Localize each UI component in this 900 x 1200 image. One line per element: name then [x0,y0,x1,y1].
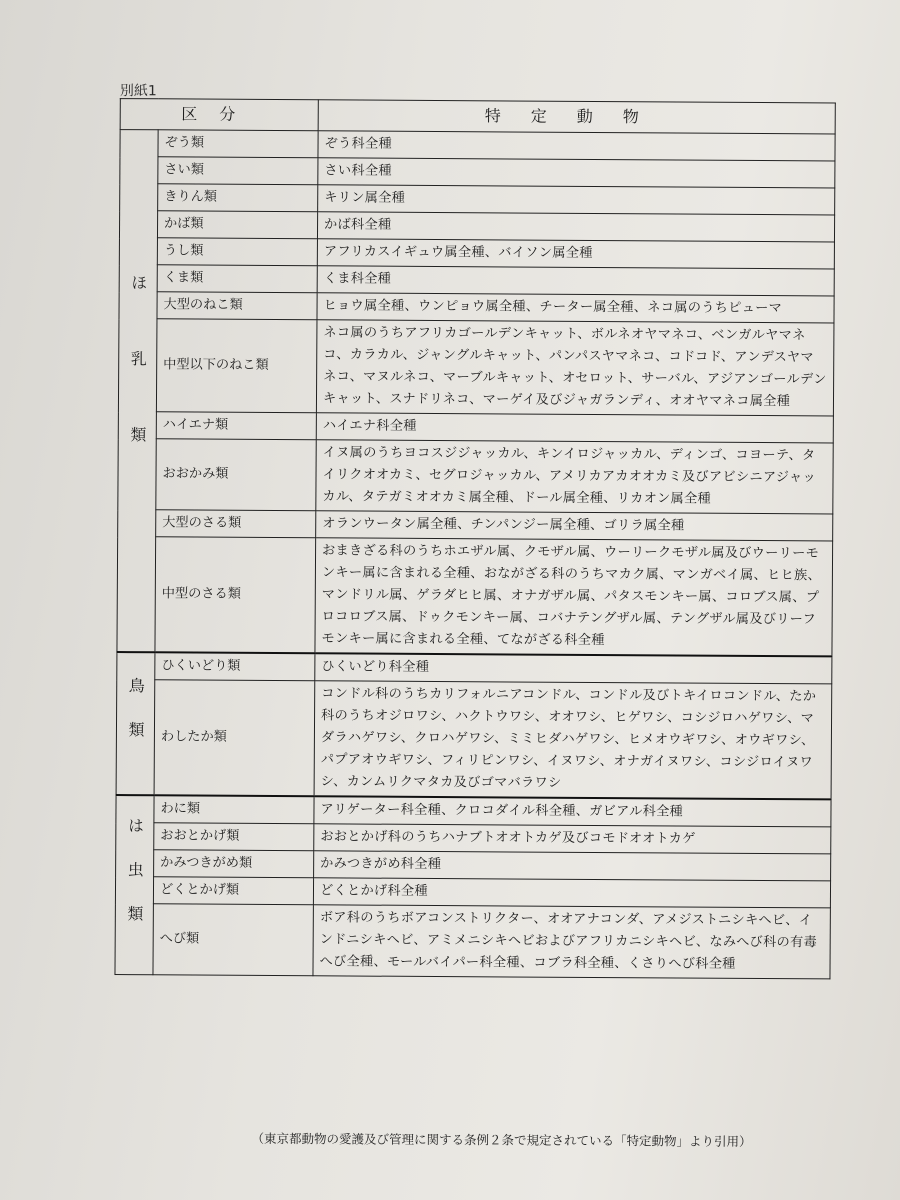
species-cell: ネコ属のうちアフリカゴールデンキャット、ボルネオヤマネコ、ベンガルヤマネコ、カラカル、ジャングルキャット、パンパスヤマネコ、コドコド、アンデスヤマネコ、マヌルネコ、マーブルキャット、オセロット、サーバル、アジアンゴールデンキャット、スナドリネコ、マーゲイ及びジャガランディ、オオヤマネコ属全種 [316,320,834,416]
group-cell [115,795,154,975]
category-cell: どくとかげ類 [153,877,313,905]
specified-animals-table [114,98,835,979]
category-cell: ぞう類 [158,130,318,158]
table-body [115,130,835,979]
species-cell: おおとかげ科のうちハナブトオオトカゲ及びコモドオオトカゲ [314,824,831,854]
species-cell: コンドル科のうちカリフォルニアコンドル、コンドル及びトキイロコンドル、たか科のうちオジロワシ、ハクトウワシ、オオワシ、ヒゲワシ、コシジロハゲワシ、マダラハゲワシ、クロハゲワシ、ミミヒダハゲワシ、ヒメオウギワシ、オウギワシ、パプアオウギワシ、フィリピンワシ、イヌワシ、オナガイヌワシ、コシジロイヌワシ、カンムリクマタカ及びゴマバラワシ [314,681,832,800]
group-name: は虫類 [124,817,145,950]
source-caption: （東京都動物の愛護及び管理に関する条例２条で規定されている「特定動物」より引用） [251,1130,752,1149]
table-row [116,795,831,827]
category-cell: へび類 [153,904,313,976]
species-cell: アフリカスイギュウ属全種、バイソン属全種 [317,239,834,269]
category-cell: わに類 [154,795,314,823]
species-cell: オランウータン属全種、チンパンジー属全種、ゴリラ属全種 [316,511,833,541]
category-cell: 大型のさる類 [156,510,316,538]
table-row [118,319,834,416]
table-row [118,412,833,443]
category-cell: ハイエナ類 [156,412,316,440]
species-cell: ひくいどり科全種 [315,653,832,684]
category-cell: 大型のねこ類 [157,292,317,320]
table-header-row [120,99,835,134]
species-cell: さい科全種 [318,158,835,188]
document-sheet [101,70,848,1155]
category-cell: おおかみ類 [156,439,316,511]
sheet-label: 別紙1 [119,83,157,100]
group-cell [116,652,155,795]
species-cell: キリン属全種 [318,185,835,215]
category-cell: ひくいどり類 [155,652,315,680]
category-cell: かみつきがめ類 [154,850,314,878]
table-row [117,537,833,657]
category-cell: 中型以下のねこ類 [156,319,317,413]
table-row [116,680,832,800]
species-cell: イヌ属のうちヨコスジジャッカル、キンイロジャッカル、ディンゴ、コヨーテ、タイリクオオカミ、セグロジャッカル、アメリカアカオオカミ及びアビシニアジャッカル、タテガミオオカミ属全種、ドール属全種、リカオン属全種 [316,440,833,514]
category-cell: かば類 [157,211,317,239]
species-cell: アリゲーター科全種、クロコダイル科全種、ガビアル科全種 [314,796,831,827]
table-row [118,439,833,514]
group-name: 鳥類 [125,677,146,766]
table-row [119,292,834,323]
group-cell [117,130,158,653]
category-cell: さい類 [158,157,318,185]
category-cell: うし類 [157,238,317,266]
category-cell: きりん類 [158,184,318,212]
table-row [115,904,830,979]
category-cell: 中型のさる類 [155,537,316,653]
header-category: 区分 [120,99,318,131]
species-cell: かば科全種 [317,212,834,242]
table-row [118,510,833,541]
species-cell: どくとかげ科全種 [313,878,830,908]
species-cell: かみつきがめ科全種 [314,851,831,881]
category-cell: わしたか類 [154,680,315,796]
table-row [117,652,832,684]
species-cell: ヒョウ属全種、ウンピョウ属全種、チーター属全種、ネコ属のうちピューマ [317,293,834,323]
species-cell: ハイエナ科全種 [316,413,833,443]
group-name: ほ乳類 [127,274,148,503]
species-cell: おまきざる科のうちホエザル属、クモザル属、ウーリークモザル属及びウーリーモンキー属に含まれる全種、おながざる科のうちマカク属、マンガベイ属、ヒヒ族、マンドリル属、ゲラダヒヒ属、オナガザル属、パタスモンキー属、コロブス属、プロコロブス属、ドゥクモンキー属、コバナテングザル属、テングザル属及びリーフモンキー属に含まれる全種、てながざる科全種 [315,538,833,657]
species-cell: ぞう科全種 [318,131,835,161]
header-specified-animals: 特定動物 [318,100,835,134]
species-cell: くま科全種 [317,266,834,296]
species-cell: ボア科のうちボアコンストリクター、オオアナコンダ、アメジストニシキヘビ、インドニシキヘビ、アミメニシキヘビおよびアフリカニシキヘビ、なみへび科の有毒へび全種、モールバイパー科全種、コブラ科全種、くさりへび科全種 [313,905,830,979]
category-cell: おおとかげ類 [154,823,314,851]
category-cell: くま類 [157,265,317,293]
